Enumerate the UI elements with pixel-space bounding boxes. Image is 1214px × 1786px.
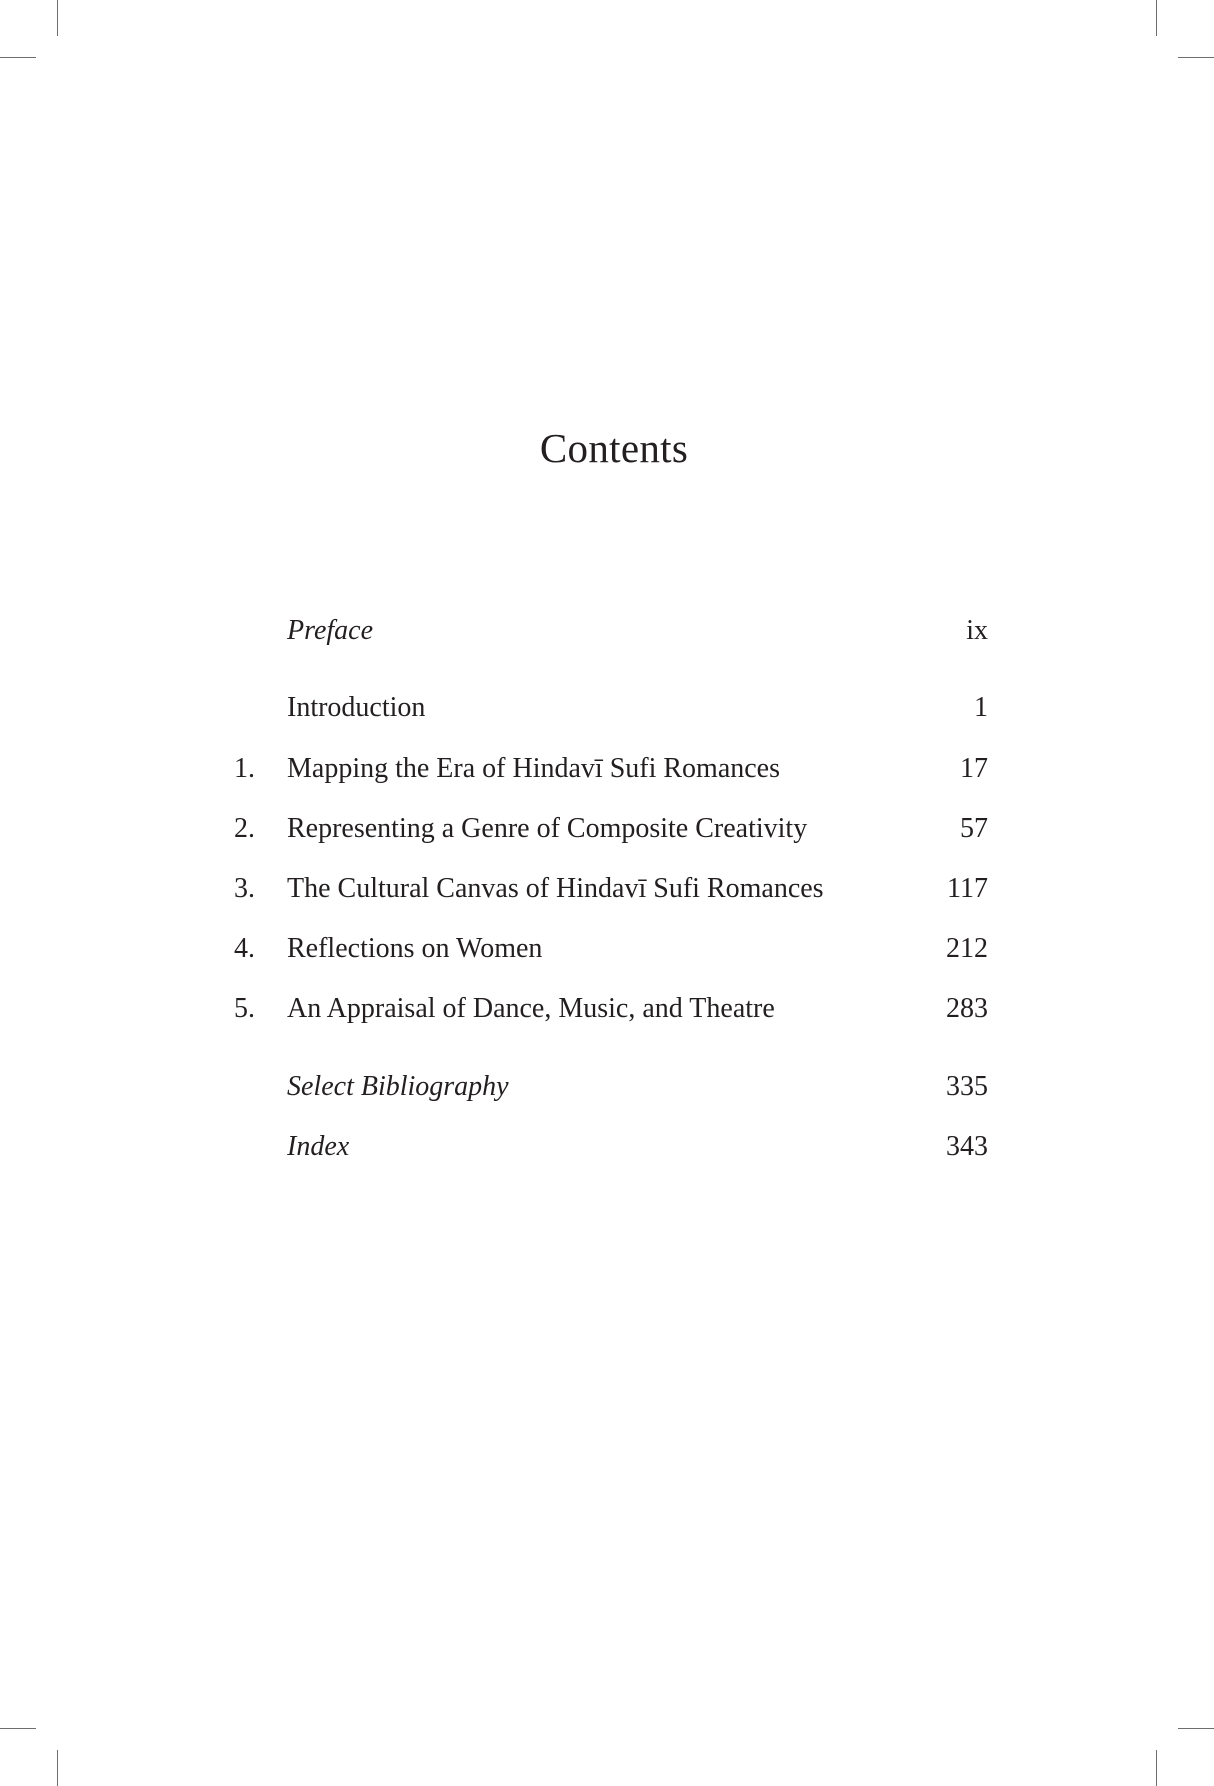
toc-entry-chapter-2[interactable] <box>0 809 1214 849</box>
toc-entry-chapter-3[interactable] <box>0 869 1214 909</box>
toc-entry-page: ix <box>966 615 988 646</box>
toc-entry-title: Mapping the Era of Hindavī Sufi Romances <box>287 753 781 784</box>
toc-entry-number: 5. <box>234 993 255 1024</box>
toc-entry-chapter-1[interactable] <box>0 749 1214 789</box>
toc-entry-number: 3. <box>234 873 255 904</box>
crop-mark-top-left-vertical <box>57 0 58 36</box>
toc-entry-number: 2. <box>234 813 255 844</box>
crop-mark-top-right-vertical <box>1156 0 1157 36</box>
toc-entry-page: 57 <box>960 813 988 844</box>
toc-entry-title: The Cultural Canvas of Hindavī Sufi Romances <box>287 873 824 904</box>
crop-mark-bottom-right-horizontal <box>1178 1728 1214 1729</box>
toc-entry-preface[interactable] <box>0 611 1214 651</box>
toc-entry-page: 1 <box>974 692 988 723</box>
toc-entry-title: Introduction <box>287 692 426 723</box>
crop-mark-top-left-horizontal <box>0 57 36 58</box>
toc-entry-page: 117 <box>947 873 988 904</box>
toc-entry-index[interactable] <box>0 1127 1214 1167</box>
toc-entry-page: 212 <box>946 933 988 964</box>
toc-entry-number: 1. <box>234 753 255 784</box>
toc-entry-number: 4. <box>234 933 255 964</box>
toc-entry-select-bibliography[interactable] <box>0 1067 1214 1107</box>
toc-entry-page: 343 <box>946 1131 988 1162</box>
toc-entry-page: 283 <box>946 993 988 1024</box>
toc-entry-title: Preface <box>287 615 374 646</box>
toc-entry-chapter-4[interactable] <box>0 929 1214 969</box>
toc-entry-title: Select Bibliography <box>287 1071 509 1102</box>
toc-entry-page: 17 <box>960 753 988 784</box>
toc-entry-title: Reflections on Women <box>287 933 543 964</box>
crop-mark-top-right-horizontal <box>1178 57 1214 58</box>
crop-mark-bottom-right-vertical <box>1156 1750 1157 1786</box>
toc-entry-title: Representing a Genre of Composite Creativity <box>287 813 808 844</box>
crop-mark-bottom-left-vertical <box>57 1750 58 1786</box>
crop-mark-bottom-left-horizontal <box>0 1728 36 1729</box>
toc-entry-title: Index <box>287 1131 350 1162</box>
toc-entry-introduction[interactable] <box>0 688 1214 728</box>
page-title: Contents <box>539 425 689 471</box>
toc-entry-page: 335 <box>946 1071 988 1102</box>
toc-entry-chapter-5[interactable] <box>0 989 1214 1029</box>
toc-entry-title: An Appraisal of Dance, Music, and Theatre <box>287 993 775 1024</box>
